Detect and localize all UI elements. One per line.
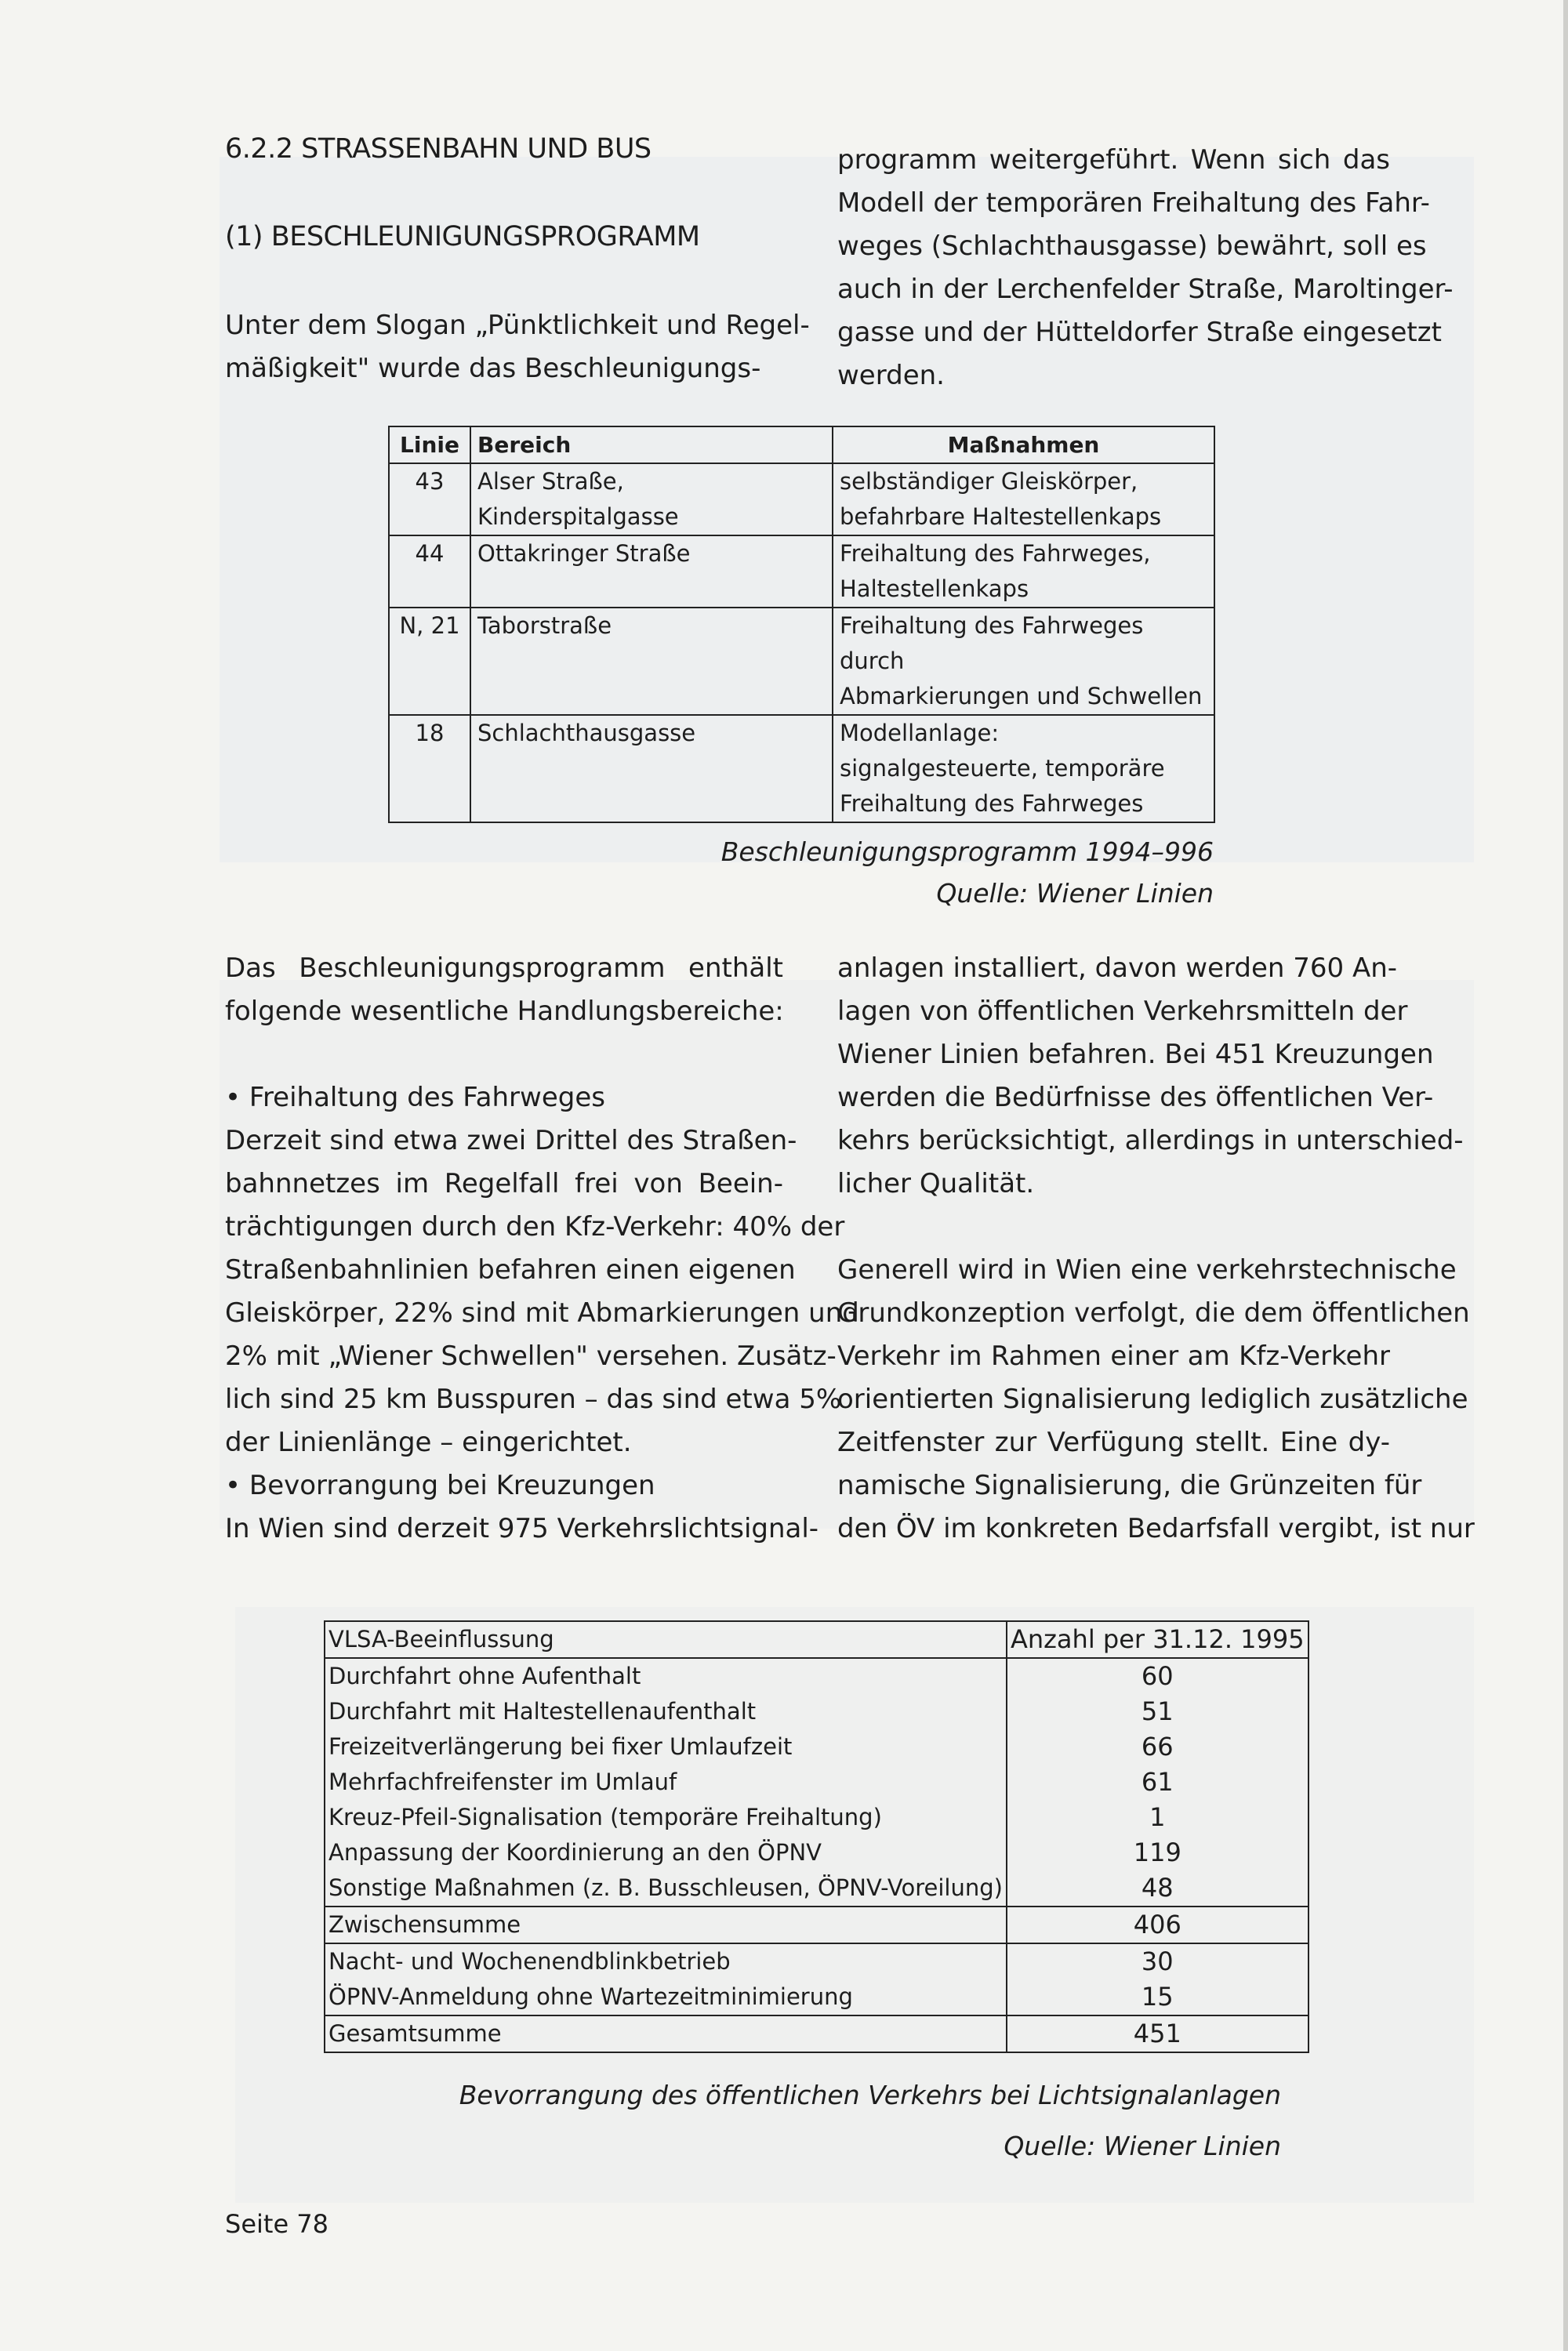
intro-left-paragraph (225, 304, 810, 390)
cell-line: Freihaltung des Fahrweges durch (840, 612, 1144, 674)
text-line: Verkehr im Rahmen einer am Kfz-Verkehr (837, 1341, 1390, 1372)
table-header-row (389, 426, 1214, 463)
text-line: kehrs berücksichtigt, allerdings in unterschied- (837, 1125, 1464, 1156)
column-header-massnahmen: Maßnahmen (833, 426, 1214, 463)
cell-linie: 18 (389, 715, 470, 822)
table-row (325, 1943, 1308, 1979)
cell-line: Abmarkierungen und Schwellen (840, 683, 1203, 709)
text-line: gasse und der Hütteldorfer Straße eingesetzt (837, 317, 1442, 348)
bullet-heading: • Freihaltung des Fahrweges (225, 1082, 605, 1113)
text-line: lagen von öffentlichen Verkehrsmitteln der (837, 996, 1408, 1027)
row-value: 15 (1007, 1979, 1308, 2015)
text-line: werden. (837, 360, 945, 391)
table-row (325, 1658, 1308, 1694)
row-label: Nacht- und Wochenendblinkbetrieb (325, 1943, 1007, 1979)
table-row (389, 463, 1214, 535)
intro-right-paragraph (837, 139, 1454, 397)
page-number: Seite 78 (225, 2209, 329, 2239)
text-line: lich sind 25 km Busspuren – das sind etwa 5% (225, 1384, 842, 1415)
cell-massnahmen (833, 463, 1214, 535)
row-value: 51 (1007, 1694, 1308, 1729)
text-line: namische Signalisierung, die Grünzeiten für (837, 1470, 1422, 1501)
cell-massnahmen (833, 715, 1214, 822)
row-label: Kreuz-Pfeil-Signalisation (temporäre Freihaltung) (325, 1800, 1007, 1835)
column-header-anzahl: Anzahl per 31.12. 1995 (1007, 1621, 1308, 1658)
text-line (837, 1206, 1390, 1249)
total-row (325, 2015, 1308, 2052)
cell-line: Freihaltung des Fahrweges, (840, 540, 1151, 567)
text-line: Derzeit sind etwa zwei Drittel des Straßen- (225, 1125, 797, 1156)
row-value: 451 (1007, 2015, 1308, 2052)
cell-massnahmen (833, 608, 1214, 715)
cell-bereich: Ottakringer Straße (470, 535, 833, 608)
text-line: weges (Schlachthausgasse) bewährt, soll es (837, 230, 1427, 262)
cell-line: signalgesteuerte, temporäre (840, 755, 1165, 782)
row-value: 406 (1007, 1907, 1308, 1943)
text-line: folgende wesentliche Handlungsbereiche: (225, 996, 784, 1027)
table2-source: Quelle: Wiener Linien (1004, 2131, 1281, 2161)
section-heading: 6.2.2 STRASSENBAHN UND BUS (225, 133, 652, 165)
column-header-vlsa: VLSA-Beeinflussung (325, 1621, 1007, 1658)
row-value: 60 (1007, 1658, 1308, 1694)
table-row (389, 535, 1214, 608)
text-line: licher Qualität. (837, 1168, 1035, 1199)
body-right-column (837, 947, 1475, 1551)
cell-line: Modellanlage: (840, 720, 1000, 746)
text-line: bahnnetzes im Regelfall frei von Beein- (225, 1168, 783, 1199)
vlsa-table (324, 1620, 1309, 2053)
table-row (389, 715, 1214, 822)
measures-table (388, 426, 1215, 823)
text-line: mäßigkeit" wurde das Beschleunigungs- (225, 353, 761, 384)
body-left-column (225, 947, 859, 1551)
table1-caption: Beschleunigungsprogramm 1994–996 (720, 836, 1214, 867)
cell-bereich: Alser Straße, Kinderspitalgasse (470, 463, 833, 535)
cell-linie: 43 (389, 463, 470, 535)
row-label: Sonstige Maßnahmen (z. B. Busschleusen, ÖPNV-Voreilung) (325, 1870, 1007, 1907)
row-label: Mehrfachfreifenster im Umlauf (325, 1765, 1007, 1800)
table-row (325, 1694, 1308, 1729)
row-value: 1 (1007, 1800, 1308, 1835)
row-value: 30 (1007, 1943, 1308, 1979)
text-line: trächtigungen durch den Kfz-Verkehr: 40% der (225, 1211, 845, 1243)
cell-line: Freihaltung des Fahrweges (840, 790, 1144, 817)
row-label: Gesamtsumme (325, 2015, 1007, 2052)
table-row (325, 1800, 1308, 1835)
column-header-bereich: Bereich (470, 426, 833, 463)
row-value: 61 (1007, 1765, 1308, 1800)
row-value: 119 (1007, 1835, 1308, 1870)
table2-caption: Bevorrangung des öffentlichen Verkehrs bei Lichtsignalanlagen (459, 2080, 1281, 2110)
bullet-heading: • Bevorrangung bei Kreuzungen (225, 1470, 655, 1501)
sub-heading: (1) BESCHLEUNIGUNGSPROGRAMM (225, 221, 700, 252)
text-line: Unter dem Slogan „Pünktlichkeit und Regel- (225, 310, 810, 341)
table-row (325, 1870, 1308, 1907)
cell-linie: 44 (389, 535, 470, 608)
cell-massnahmen (833, 535, 1214, 608)
table-row (325, 1729, 1308, 1765)
row-label: Anpassung der Koordinierung an den ÖPNV (325, 1835, 1007, 1870)
subtotal-row (325, 1907, 1308, 1943)
column-header-linie: Linie (389, 426, 470, 463)
table-row (325, 1979, 1308, 2015)
text-line: der Linienlänge – eingerichtet. (225, 1427, 632, 1458)
text-line: Grundkonzeption verfolgt, die dem öffentlichen (837, 1297, 1470, 1329)
table-row (389, 608, 1214, 715)
text-line: Gleiskörper, 22% sind mit Abmarkierungen und (225, 1297, 859, 1329)
text-line: Zeitfenster zur Verfügung stellt. Eine dy- (837, 1427, 1390, 1458)
row-value: 66 (1007, 1729, 1308, 1765)
row-label: Durchfahrt ohne Aufenthalt (325, 1658, 1007, 1694)
cell-bereich: Schlachthausgasse (470, 715, 833, 822)
page-edge (1563, 0, 1568, 2351)
text-line: 2% mit „Wiener Schwellen" versehen. Zusätz- (225, 1341, 837, 1372)
table1-source: Quelle: Wiener Linien (936, 878, 1214, 909)
text-line: programm weitergeführt. Wenn sich das (837, 144, 1390, 176)
cell-bereich: Taborstraße (470, 608, 833, 715)
text-line: anlagen installiert, davon werden 760 An- (837, 952, 1398, 984)
cell-line: selbständiger Gleiskörper, (840, 468, 1138, 495)
table-row (325, 1835, 1308, 1870)
text-line: werden die Bedürfnisse des öffentlichen Ver- (837, 1082, 1434, 1113)
text-line: auch in der Lerchenfelder Straße, Maroltinger- (837, 274, 1454, 305)
table-row (325, 1765, 1308, 1800)
cell-line: befahrbare Haltestellenkaps (840, 503, 1162, 530)
text-line: orientierten Signalisierung lediglich zusätzliche (837, 1384, 1468, 1415)
text-line: In Wien sind derzeit 975 Verkehrslichtsignal- (225, 1513, 819, 1544)
text-line: Modell der temporären Freihaltung des Fahr- (837, 187, 1430, 219)
table-header-row (325, 1621, 1308, 1658)
text-line: Das Beschleunigungsprogramm enthält (225, 952, 783, 984)
text-line: Straßenbahnlinien befahren einen eigenen (225, 1254, 796, 1286)
text-line: den ÖV im konkreten Bedarfsfall vergibt, ist nur (837, 1513, 1475, 1544)
text-line: Generell wird in Wien eine verkehrstechnische (837, 1254, 1457, 1286)
cell-line: Haltestellenkaps (840, 575, 1029, 602)
text-line (225, 1033, 783, 1076)
cell-linie: N, 21 (389, 608, 470, 715)
row-label: Zwischensumme (325, 1907, 1007, 1943)
row-label: Freizeitverlängerung bei fixer Umlaufzeit (325, 1729, 1007, 1765)
text-line: Wiener Linien befahren. Bei 451 Kreuzungen (837, 1039, 1434, 1070)
row-label: ÖPNV-Anmeldung ohne Wartezeitminimierung (325, 1979, 1007, 2015)
row-value: 48 (1007, 1870, 1308, 1907)
row-label: Durchfahrt mit Haltestellenaufenthalt (325, 1694, 1007, 1729)
